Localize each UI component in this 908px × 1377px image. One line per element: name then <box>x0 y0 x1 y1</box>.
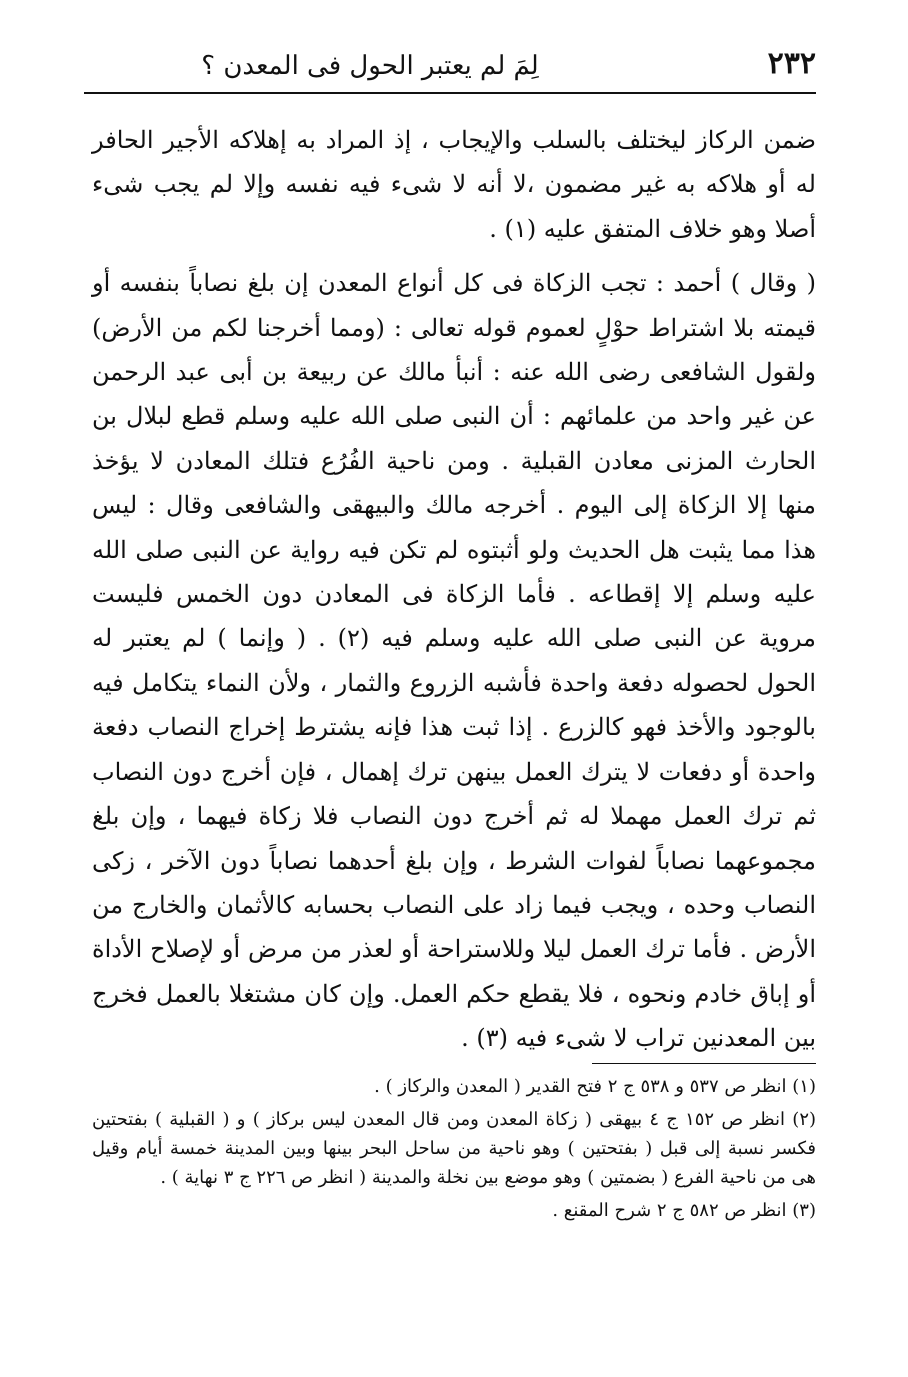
paragraph-1: ضمن الركاز ليختلف بالسلب والإيجاب ، إذ المراد به إهلاكه الأجير الحافر له أو هلاكه به غير مضمون ،لا أنه لا شىء فيه نفسه وإلا لم يجب شىء أصلا وهو خلاف المتفق عليه (١) . <box>92 126 816 243</box>
paragraph-2: ( وقال ) أحمد : تجب الزكاة فى كل أنواع المعدن إن بلغ نصاباً بنفسه أو قيمته بلا اشتراط حوْلٍ لعموم قوله تعالى : (ومما أخرجنا لكم من الأرض) ولقول الشافعى رضى الله عنه : أنبأ مالك عن ربيعة بن أبى عبد الرحمن عن غير واحد من علمائهم : أن النبى صلى الله عليه وسلم قطع لبلال بن الحارث المزنى معادن القبلية . ومن ناحية الفُرُع فتلك المعادن لا يؤخذ منها إلا الزكاة إلى اليوم . أخرجه مالك والبيهقى والشافعى وقال : ليس هذا مما يثبت هل الحديث ولو أثبتوه لم تكن فيه رواية عن النبى صلى الله عليه وسلم إلا إقطاعه . فأما الزكاة فى المعادن دون الخمس فليست مروية عن النبى صلى الله عليه وسلم فيه (٢) . ( وإنما ) لم يعتبر له الحول لحصوله دفعة واحدة فأشبه الزروع والثمار ، ولأن النماء يتكامل فيه بالوجود والأخذ فهو كالزرع . إذا ثبت هذا فإنه يشترط إخراج النصاب دفعة واحدة أو دفعات لا يترك العمل بينهن ترك إهمال ، فإن أخرج دون النصاب ثم ترك العمل مهملا له ثم أخرج دون النصاب فلا زكاة فيهما ، وإن بلغ مجموعهما نصاباً لفوات الشرط ، وإن بلغ أحدهما نصاباً دون الآخر ، زكى النصاب وحده ، ويجب فيما زاد على النصاب بحسابه كالأثمان والخارج من الأرض . فأما ترك العمل ليلا وللاستراحة أو لعذر من مرض أو لإصلاح الأداة أو إباق خادم ونحوه ، فلا يقطع حكم العمل. وإن كان مشتغلا بالعمل فخرج بين المعدنين تراب لا شىء فيه (٣) . <box>92 269 816 1053</box>
footnote-3: (٣) انظر ص ٥٨٢ ج ٢ شرح المقنع . <box>552 1200 816 1221</box>
running-title: لِمَ لم يعتبر الحول فى المعدن ؟ <box>201 51 539 81</box>
main-text <box>92 118 816 1061</box>
page-header <box>84 40 816 92</box>
footnote-1: (١) انظر ص ٥٣٧ و ٥٣٨ ج ٢ فتح القدير ( المعدن والركاز ) . <box>374 1076 816 1097</box>
header-rule <box>84 92 816 94</box>
footnote-2: (٢) انظر ص ١٥٢ ج ٤ بيهقى ( زكاة المعدن ومن قال المعدن ليس بركاز ) و ( القبلية ) بفتحتين فكسر نسبة إلى قبل ( بفتحتين ) وهو ناحية من ساحل البحر بينها وبين المدينة خمسة أيام وقيل هى من ناحية الفرع ( بضمتين ) وهو موضع بين نخلة والمدينة ( انظر ص ٢٢٦ ج ٣ نهاية ) . <box>92 1109 817 1188</box>
footnotes <box>92 1072 816 1225</box>
page-number: ٢٣٢ <box>767 46 816 81</box>
footnote-rule <box>592 1063 816 1064</box>
